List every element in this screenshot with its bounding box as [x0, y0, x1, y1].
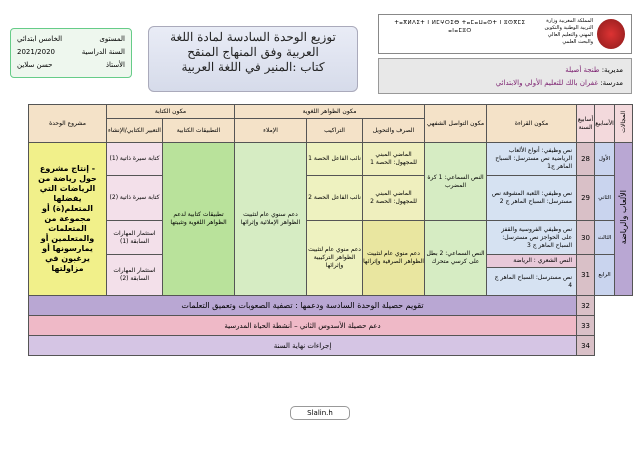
expression-cell: كتابة سيرة ذاتية (1) [107, 143, 163, 176]
header-expression: التعبير الكتابي/الإنشاء [107, 119, 163, 143]
directorate-label: مديرية: [601, 66, 623, 74]
header-num: أسابيع السنة [577, 105, 595, 143]
reading-cell: نص وظيفي: اللعبة المشوقة نص مسترسل: السباح الماهر ج 2 [487, 176, 577, 221]
reading-cell-poem: النص الشعري : الرياضة [487, 255, 577, 268]
table-row [29, 143, 633, 176]
week-cell: الأول [595, 143, 615, 176]
week-number: 30 [577, 221, 595, 255]
school-row [387, 77, 623, 90]
morph-cell: الماضي المبني للمجهول: الحصة 2 [363, 176, 425, 221]
project-cell: - إنتاج مشروع حول رياضة من الرياضات التي يفضلها المتعلم(ة) أو مجموعة من المتعلمات والمتعلمين أو يمارسونها أو يرغبون في مزاولتها [29, 143, 107, 296]
evaluation-row: تقويم حصيلة الوحدة السادسة ودعمها : تصفية الصعوبات وتعميق التعلمات [29, 296, 577, 316]
week-number: 34 [577, 336, 595, 356]
title-line-2: العربية وفق المنهاج المنقح [187, 45, 319, 59]
blank-cell [595, 336, 633, 356]
syntax-cell: دعم منوي عام لتثبيت الظواهر التركيبية وإثرائها [307, 221, 363, 296]
teacher-row [17, 59, 125, 72]
apps-cell: تطبيقات كتابية لدعم الظواهر اللغوية وتثبيتها [163, 143, 235, 296]
school-value: غفران بالك للتعليم الأولي والابتدائي [495, 79, 598, 87]
syntax-cell: نائب الفاعل الحصة 1 [307, 143, 363, 176]
header-grammar: مكون الظواهر اللغوية [235, 105, 425, 119]
school-label: مدرسة: [600, 79, 623, 87]
expression-cell: استثمار المهارات السابقة (1) [107, 221, 163, 255]
blank-cell [595, 316, 633, 336]
table-row [29, 316, 633, 336]
week-number: 29 [577, 176, 595, 221]
header-oral: مكون التواصل الشفهي [425, 105, 487, 143]
header-dictation: الإملاء [235, 119, 307, 143]
morph-cell: الماضي المبني للمجهول: الحصة 1 [363, 143, 425, 176]
header-project: مشروع الوحدة [29, 105, 107, 143]
morph-cell: دعم منوي عام لتثبيت الظواهر الصرفية وإثرائها [363, 221, 425, 296]
ministry-tifinagh: ⵜⴰⴳⵍⴷⵉⵜ ⵏ ⵍⵎⵖⵔⵉⴱ ⵜⴰⵎⴰⵡⴰⵙⵜ ⵏ ⵓⵙⴳⵎⵉ ⴰⵏⴰⵎⵓⵔ [394, 20, 526, 34]
table-row [29, 176, 633, 221]
title-line-1: توزيع الوحدة السادسة لمادة اللغة [170, 30, 336, 44]
week-number: 32 [577, 296, 595, 316]
school-box [378, 58, 632, 94]
week-cell: الرابع [595, 255, 615, 296]
dictation-cell: دعم سنوي عام لتثبيت الظواهر الإملائية وإثرائها [235, 143, 307, 296]
oral-cell: النص السماعي: 1 كرة المضرب [425, 143, 487, 221]
header-reading: مكون القراءة [487, 105, 577, 143]
teacher-value: حسن سلاين [17, 61, 53, 69]
header-weeks: الأسابيع [595, 105, 615, 143]
footer-signature: Slalin.h [290, 406, 350, 420]
directorate-value: طنجة أصيلة [565, 66, 600, 74]
info-box [10, 28, 132, 78]
year-value: 2021/2020 [17, 48, 55, 56]
month-cell: الألعاب والرياضة [615, 143, 633, 296]
header-morph: الصرف والتحويل [363, 119, 425, 143]
week-cell: الثاني [595, 176, 615, 221]
week-cell: الثالث [595, 221, 615, 255]
syntax-cell: نائب الفاعل الحصة 2 [307, 176, 363, 221]
table-row [29, 336, 633, 356]
level-row [17, 33, 125, 46]
header-month: المجالات [615, 105, 633, 143]
header-apps: التطبيقات الكتابية [163, 119, 235, 143]
table-row [29, 221, 633, 255]
unit-distribution-table [28, 104, 633, 356]
level-label: المستوى [99, 35, 125, 43]
ministry-text: المملكة المغربية وزارة التربية الوطنية والتكوين المهني والتعليم العالي والبحث العلمي [544, 18, 593, 45]
reading-cell: نص مسترسل: السباح الماهر ج 4 [487, 268, 577, 296]
header-syntax: التراكيب [307, 119, 363, 143]
directorate-row [387, 64, 623, 77]
week-number: 31 [577, 255, 595, 296]
support-row: دعم حصيلة الأسدوس الثاني – أنشطة الحياة المدرسية [29, 316, 577, 336]
oral-cell: النص السماعي: 2 بطل على كرسي متحرك [425, 221, 487, 296]
week-number: 33 [577, 316, 595, 336]
header-writing: مكون الكتابة [107, 105, 235, 119]
table-row [29, 296, 633, 316]
year-row [17, 46, 125, 59]
ministry-header [378, 14, 632, 54]
ministry-logo-icon [597, 19, 625, 49]
page-title [148, 26, 358, 92]
level-value: الخامس ابتدائي [17, 35, 63, 43]
week-number: 28 [577, 143, 595, 176]
title-line-3: كتاب :المنير في اللغة العربية [181, 60, 325, 74]
end-year-row: إجراءات نهاية السنة [29, 336, 577, 356]
blank-cell [595, 296, 633, 316]
reading-cell: نص وظيفي: أنواع الألعاب الرياضية نص مسترسل: السباح الماهر ج1 [487, 143, 577, 176]
teacher-label: الأستاذ [105, 61, 125, 69]
year-label: السنة الدراسية [81, 48, 125, 56]
expression-cell: كتابة سيرة ذاتية (2) [107, 176, 163, 221]
expression-cell: استثمار المهارات السابقة (2) [107, 255, 163, 296]
reading-cell: نص وظيفي الفروسية والقفز على الحواجز نص مسترسل: السباح الماهر ج 3 [487, 221, 577, 255]
